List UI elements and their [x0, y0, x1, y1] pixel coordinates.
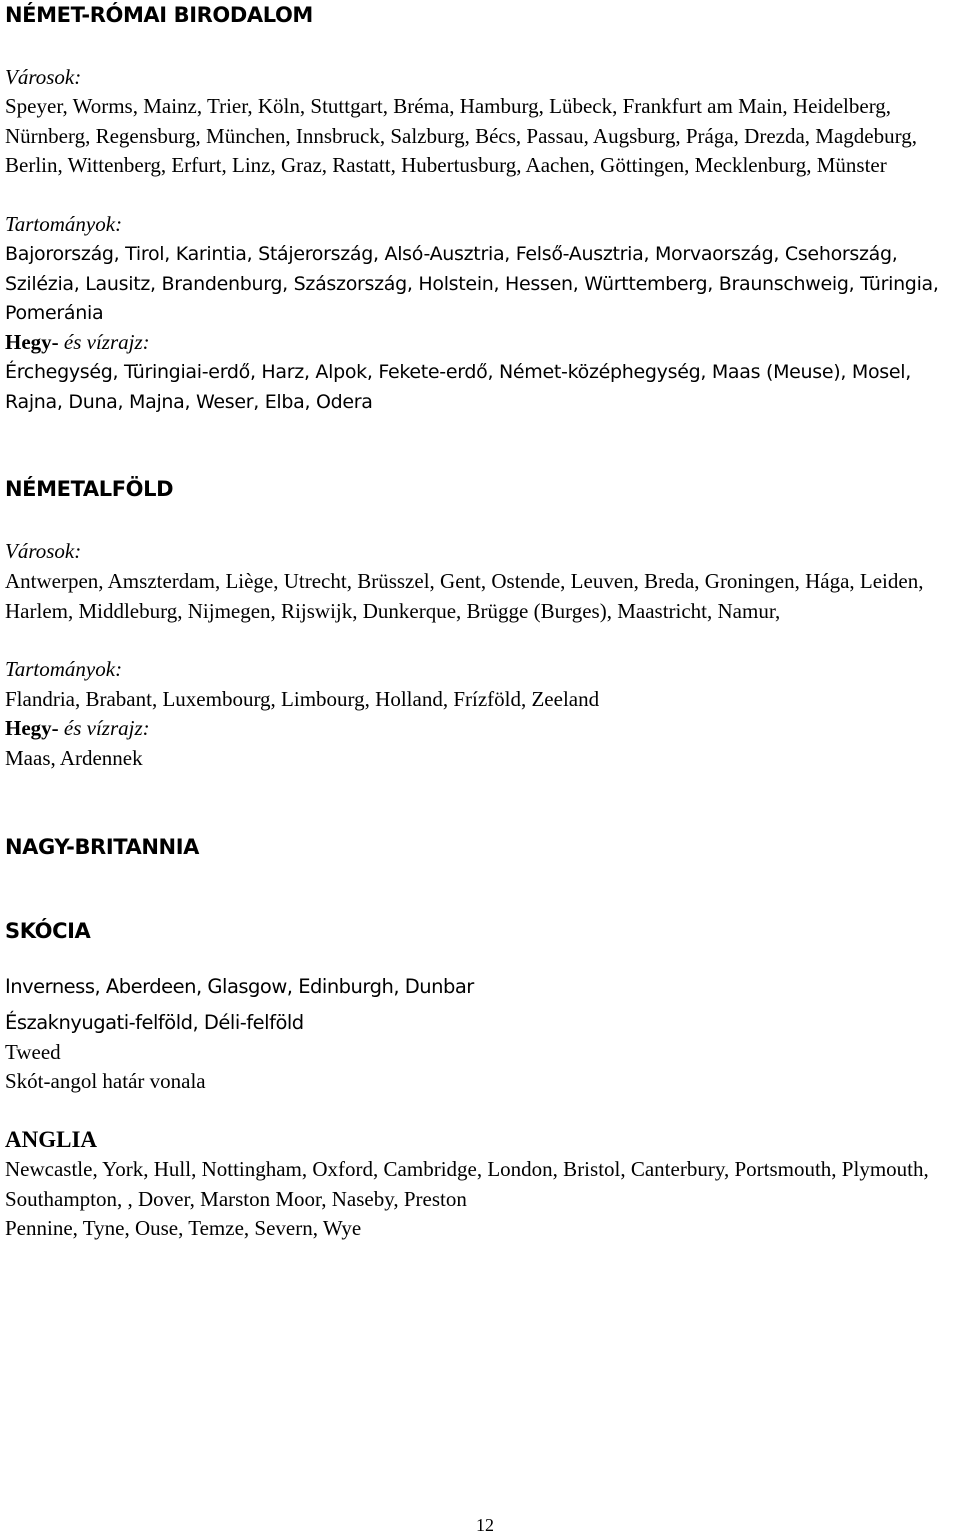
nl-geo-label	[5, 714, 150, 743]
nl-provinces-label: Tartományok:	[5, 657, 123, 681]
nl-cities-text: Antwerpen, Amszterdam, Liège, Utrecht, Brüsszel, Gent, Ostende, Leuven, Breda, Groningen, Hága, Leiden, Harlem, Middleburg, Nijmegen, Rijswijk, Dunkerque, Brügge (Burges), Maastricht, Namur,	[5, 569, 924, 623]
nl-geo-text: Maas, Ardennek	[5, 746, 143, 770]
section-title-nl: NÉMETALFÖLD	[5, 477, 174, 501]
nl-provinces-text: Flandria, Brabant, Luxembourg, Limbourg, Holland, Frízföld, Zeeland	[5, 687, 600, 711]
nl-geo-label-italic: és vízrajz:	[58, 716, 150, 740]
hre-geo-label	[5, 328, 150, 357]
hre-provinces-text: Bajorország, Tirol, Karintia, Stájerország, Alsó-Ausztria, Felső-Ausztria, Morvaország, Csehország, Szilézia, Lausitz, Brandenburg, Szászország, Holstein, Hessen, Württemberg, Braunschweig, Türingia, Pomeránia	[5, 243, 939, 324]
section-title-scotland: SKÓCIA	[5, 919, 91, 943]
hre-provinces-label: Tartományok:	[5, 212, 123, 236]
nl-cities-label: Városok:	[5, 539, 82, 563]
hre-cities-text: Speyer, Worms, Mainz, Trier, Köln, Stuttgart, Bréma, Hamburg, Lübeck, Frankfurt am Main, Heidelberg, Nürnberg, Regensburg, München, Innsbruck, Salzburg, Bécs, Passau, Augsburg, Prága, Drezda, Magdeburg, Berlin, Wittenberg, Erfurt, Linz, Graz, Rastatt, Hubertusburg, Aachen, Göttingen, Mecklenburg, Münster	[5, 94, 917, 177]
scotland-regions-text: Északnyugati-felföld, Déli-felföld	[5, 1011, 304, 1034]
section-title-gb: NAGY-BRITANNIA	[5, 835, 199, 859]
hre-geo-label-italic: és vízrajz:	[58, 330, 150, 354]
scotland-cities-text: Inverness, Aberdeen, Glasgow, Edinburgh, Dunbar	[5, 975, 474, 998]
hre-geo-label-bold: Hegy-	[5, 330, 59, 354]
page-number: 12	[476, 1515, 494, 1535]
section-title-england: ANGLIA	[5, 1127, 98, 1152]
scotland-river-text: Tweed	[5, 1040, 61, 1064]
nl-geo-label-bold: Hegy-	[5, 716, 59, 740]
hre-geo-text: Érchegység, Türingiai-erdő, Harz, Alpok, Fekete-erdő, Német-középhegység, Maas (Meuse), Mosel, Rajna, Duna, Majna, Weser, Elba, Odera	[5, 361, 911, 413]
england-rivers-text: Pennine, Tyne, Ouse, Temze, Severn, Wye	[5, 1216, 362, 1240]
hre-cities-label: Városok:	[5, 65, 82, 89]
scotland-border-text: Skót-angol határ vonala	[5, 1069, 206, 1093]
england-cities-text: Newcastle, York, Hull, Nottingham, Oxford, Cambridge, London, Bristol, Canterbury, Portsmouth, Plymouth, Southampton, , Dover, Marston Moor, Naseby, Preston	[5, 1157, 929, 1211]
section-title-hre: NÉMET-RÓMAI BIRODALOM	[5, 3, 313, 27]
